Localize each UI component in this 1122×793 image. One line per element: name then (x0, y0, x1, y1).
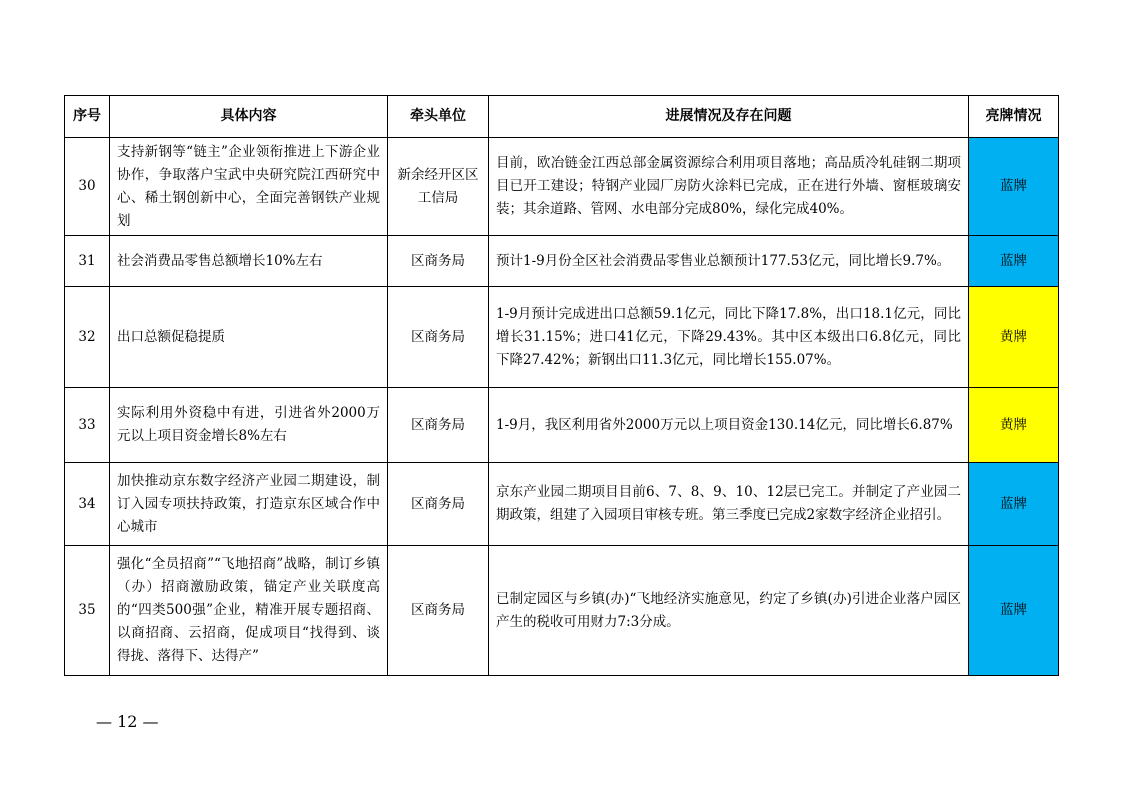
row-lead-unit: 新余经开区区工信局 (388, 138, 489, 236)
row-status-card: 黄牌 (969, 388, 1059, 463)
table-header-row (65, 96, 1059, 138)
row-status-card: 蓝牌 (969, 138, 1059, 236)
row-progress: 预计1-9月份全区社会消费品零售业总额预计177.53亿元，同比增长9.7%。 (489, 236, 969, 287)
row-status-card: 蓝牌 (969, 463, 1059, 546)
row-serial-number: 35 (65, 546, 110, 676)
row-progress: 京东产业园二期项目目前6、7、8、9、10、12层已完工。并制定了产业园二期政策，组建了入园项目审核专班。第三季度已完成2家数字经济企业招引。 (489, 463, 969, 546)
row-content: 加快推动京东数字经济产业园二期建设，制订入园专项扶持政策，打造京东区域合作中心城市 (110, 463, 388, 546)
row-progress: 目前，欧冶链金江西总部金属资源综合利用项目落地；高品质冷轧硅钢二期项目已开工建设；特钢产业园厂房防火涂料已完成，正在进行外墙、窗框玻璃安装；其余道路、管网、水电部分完成80%，绿化完成40%。 (489, 138, 969, 236)
row-lead-unit: 区商务局 (388, 236, 489, 287)
row-content: 支持新钢等“链主”企业领衔推进上下游企业协作，争取落户宝武中央研究院江西研究中心、稀土钢创新中心，全面完善钢铁产业规划 (110, 138, 388, 236)
row-status-card: 黄牌 (969, 287, 1059, 388)
row-serial-number: 32 (65, 287, 110, 388)
row-serial-number: 30 (65, 138, 110, 236)
table-row (65, 138, 1059, 236)
row-progress: 1-9月预计完成进出口总额59.1亿元，同比下降17.8%，出口18.1亿元，同比增长31.15%；进口41亿元，下降29.43%。其中区本级出口6.8亿元，同比下降27.42%；新钢出口11.3亿元，同比增长155.07%。 (489, 287, 969, 388)
row-serial-number: 31 (65, 236, 110, 287)
row-lead-unit: 区商务局 (388, 388, 489, 463)
row-lead-unit: 区商务局 (388, 546, 489, 676)
header-progress: 进展情况及存在问题 (489, 96, 969, 138)
table-row (65, 546, 1059, 676)
row-content: 实际利用外资稳中有进，引进省外2000万元以上项目资金增长8%左右 (110, 388, 388, 463)
table-row (65, 463, 1059, 546)
header-serial-number: 序号 (65, 96, 110, 138)
row-serial-number: 34 (65, 463, 110, 546)
row-status-card: 蓝牌 (969, 236, 1059, 287)
header-status-card: 亮牌情况 (969, 96, 1059, 138)
header-lead-unit: 牵头单位 (388, 96, 489, 138)
table-row (65, 388, 1059, 463)
row-content: 出口总额促稳提质 (110, 287, 388, 388)
progress-table (64, 95, 1059, 676)
row-progress: 已制定园区与乡镇(办)“飞地经济实施意见，约定了乡镇(办)引进企业落户园区产生的税收可用财力7:3分成。 (489, 546, 969, 676)
row-lead-unit: 区商务局 (388, 463, 489, 546)
row-status-card: 蓝牌 (969, 546, 1059, 676)
table-row (65, 287, 1059, 388)
header-content: 具体内容 (110, 96, 388, 138)
table-row (65, 236, 1059, 287)
row-content: 社会消费品零售总额增长10%左右 (110, 236, 388, 287)
row-progress: 1-9月，我区利用省外2000万元以上项目资金130.14亿元，同比增长6.87% (489, 388, 969, 463)
row-serial-number: 33 (65, 388, 110, 463)
row-lead-unit: 区商务局 (388, 287, 489, 388)
page-number: — 12 — (96, 712, 159, 731)
row-content: 强化“全员招商”“飞地招商”战略，制订乡镇（办）招商激励政策，锚定产业关联度高的“四类500强”企业，精准开展专题招商、以商招商、云招商，促成项目“找得到、谈得拢、落得下、达得产” (110, 546, 388, 676)
